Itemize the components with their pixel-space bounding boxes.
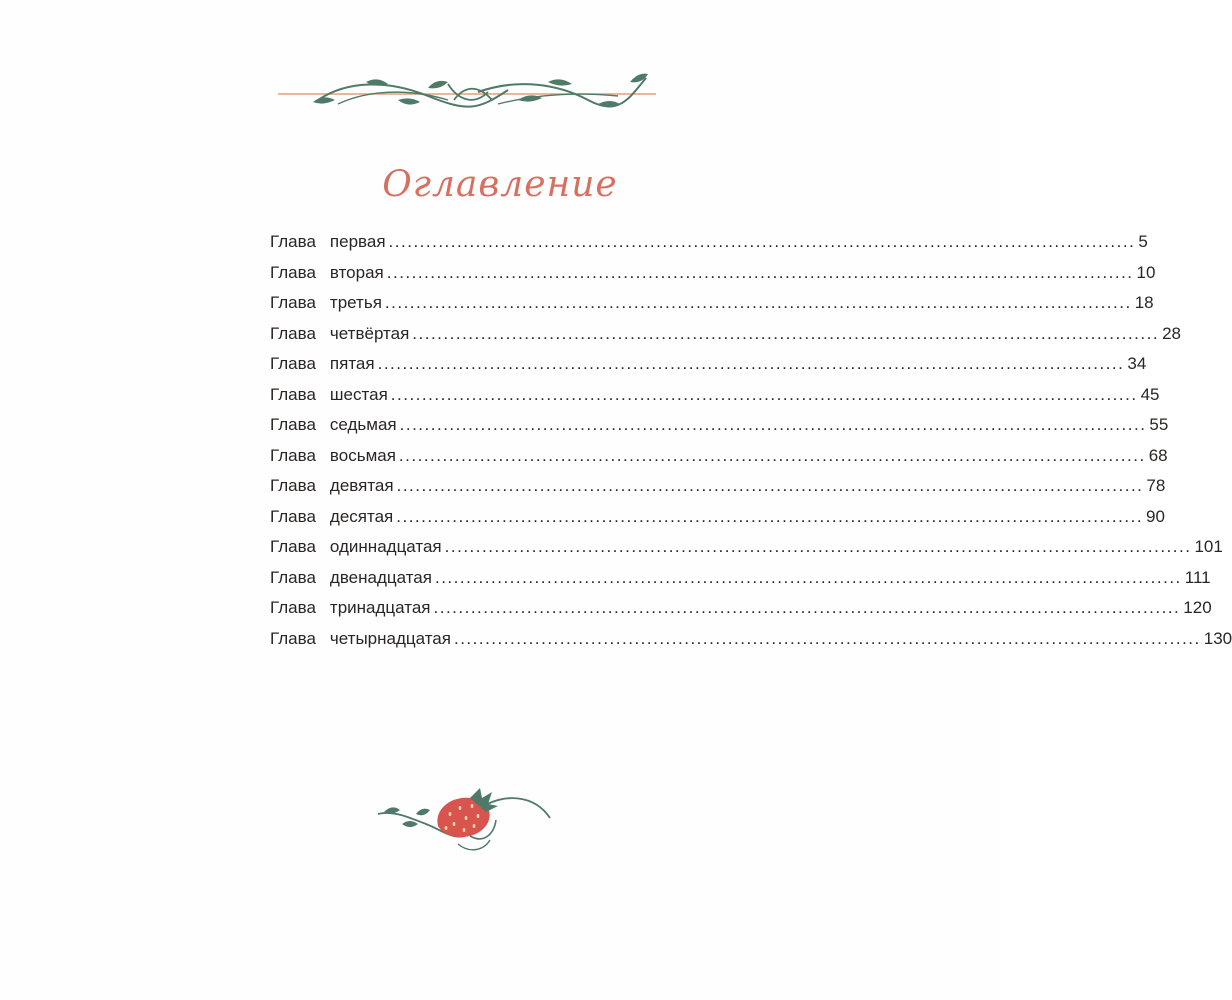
toc-chapter-name: девятая [329, 476, 394, 495]
toc-entry[interactable] [270, 415, 1169, 446]
toc-entry[interactable] [270, 598, 1212, 629]
toc-page-number: 111 [1184, 567, 1211, 587]
table-of-contents [270, 232, 1232, 659]
toc-entry[interactable] [270, 262, 1156, 294]
strawberry-icon [374, 784, 554, 856]
toc-leader-dots: ........................................................................................................................ [412, 323, 1160, 343]
vine-divider-icon [278, 70, 656, 116]
toc-entry[interactable] [270, 323, 1181, 355]
toc-chapter-word: Глава [270, 598, 316, 617]
page-title: Оглавление [382, 164, 618, 205]
toc-page-number: 45 [1140, 384, 1160, 404]
toc-page-number: 5 [1138, 232, 1148, 251]
toc-leader-dots: ........................................................................................................................ [390, 384, 1138, 404]
toc-chapter-word: Глава [270, 323, 316, 343]
toc-chapter-name: одиннадцатая [329, 537, 442, 556]
toc-page-number: 55 [1149, 415, 1169, 434]
toc-leader-dots: ........................................................................................................................ [453, 628, 1201, 648]
toc-page-number: 18 [1134, 293, 1154, 312]
toc-chapter-name: седьмая [329, 415, 397, 434]
toc-leader-dots: ........................................................................................................................ [377, 354, 1125, 373]
toc-chapter-name: вторая [329, 262, 384, 282]
toc-page-number: 120 [1183, 598, 1212, 617]
toc-chapter-name: первая [329, 232, 386, 251]
toc-entry[interactable] [270, 567, 1211, 599]
toc-entry[interactable] [270, 476, 1166, 507]
toc-entry[interactable] [270, 628, 1232, 660]
toc-chapter-name: четвёртая [329, 323, 410, 343]
toc-entry[interactable] [270, 293, 1154, 324]
toc-chapter-word: Глава [270, 476, 316, 495]
toc-leader-dots: ........................................................................................................................ [388, 232, 1136, 251]
toc-chapter-name: пятая [329, 354, 375, 373]
toc-chapter-name: тринадцатая [329, 598, 431, 617]
toc-chapter-name: четырнадцатая [329, 628, 451, 648]
toc-chapter-name: десятая [329, 506, 394, 526]
toc-chapter-word: Глава [270, 537, 316, 556]
toc-page-number: 130 [1203, 628, 1232, 648]
toc-page-number: 78 [1146, 476, 1166, 495]
toc-page-number: 28 [1162, 323, 1181, 343]
toc-page-number: 90 [1146, 506, 1165, 526]
toc-chapter-name: двенадцатая [329, 567, 432, 587]
toc-entry[interactable] [270, 445, 1168, 477]
toc-leader-dots: ........................................................................................................................ [396, 476, 1144, 495]
toc-leader-dots: ........................................................................................................................ [398, 445, 1146, 465]
toc-entry[interactable] [270, 506, 1165, 538]
toc-chapter-word: Глава [270, 354, 316, 373]
toc-leader-dots: ........................................................................................................................ [386, 262, 1134, 282]
toc-chapter-word: Глава [270, 293, 316, 312]
toc-chapter-word: Глава [270, 384, 316, 404]
toc-chapter-word: Глава [270, 628, 316, 648]
toc-chapter-word: Глава [270, 415, 316, 434]
toc-leader-dots: ........................................................................................................................ [444, 537, 1192, 556]
toc-leader-dots: ........................................................................................................................ [434, 567, 1182, 587]
toc-chapter-name: шестая [329, 384, 388, 404]
toc-entry[interactable] [270, 354, 1147, 385]
toc-page-number: 68 [1148, 445, 1168, 465]
toc-chapter-word: Глава [270, 445, 316, 465]
toc-chapter-name: третья [329, 293, 382, 312]
toc-chapter-name: восьмая [329, 445, 396, 465]
toc-chapter-word: Глава [270, 232, 316, 251]
toc-page-number: 101 [1194, 537, 1223, 556]
toc-page-number: 10 [1136, 262, 1156, 282]
toc-entry[interactable] [270, 384, 1160, 416]
toc-leader-dots: ........................................................................................................................ [384, 293, 1132, 312]
toc-leader-dots: ........................................................................................................................ [399, 415, 1147, 434]
toc-chapter-word: Глава [270, 506, 316, 526]
toc-entry[interactable] [270, 232, 1148, 263]
toc-leader-dots: ........................................................................................................................ [433, 598, 1181, 617]
toc-entry[interactable] [270, 537, 1223, 568]
toc-chapter-word: Глава [270, 262, 316, 282]
toc-leader-dots: ........................................................................................................................ [396, 506, 1144, 526]
toc-chapter-word: Глава [270, 567, 316, 587]
toc-page-number: 34 [1127, 354, 1147, 373]
